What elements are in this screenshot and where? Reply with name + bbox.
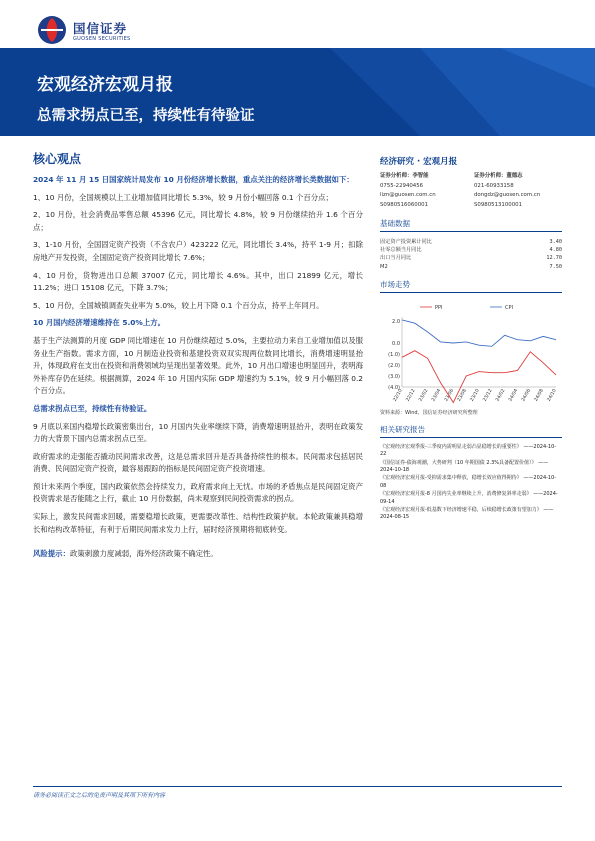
demand-paragraph-2: 政府需求的走强能否撬动民间需求改善，这是总需求回升是否具备持续性的根本。民间需求包括居民消费、民间固定资产投资，最容易跟踪的指标是民间固定资产投资增速。 — [33, 451, 363, 474]
x-tick-label: 23/12 — [482, 388, 494, 403]
basic-data-row: 固定资产投资累计同比 3.40 — [380, 239, 562, 245]
related-research-title: 相关研究报告 — [380, 424, 562, 438]
sidebar-column — [380, 155, 562, 523]
demand-paragraph-1: 9 月底以来国内稳增长政策密集出台，10 月国内失业率继续下降，消费增速明显抬升，表明在政策发力的大背景下国内总需求拐点已至。 — [33, 421, 363, 444]
analyst-block — [380, 172, 562, 210]
y-tick-label: (2.0) — [388, 362, 400, 369]
risk-label: 风险提示： — [33, 549, 70, 559]
brand-name-cn: 国信证券 — [73, 21, 128, 36]
chart-source: 资料来源：Wind、国信证券经济研究所整理 — [380, 409, 478, 416]
chart-svg — [380, 299, 562, 407]
x-tick-label: 23/04 — [431, 388, 443, 403]
data-point-2: 2、10 月份，社会消费品零售总额 45396 亿元，同比增长 4.8%，较 9 月份继续抬升 1.6 个百分点； — [33, 210, 363, 232]
market-trend-title: 市场走势 — [380, 279, 562, 293]
analyst-label: 证券分析师： — [380, 173, 413, 179]
x-tick-label: 24/06 — [521, 388, 533, 403]
brand-logo-icon — [37, 15, 67, 45]
x-tick-label: 23/10 — [469, 388, 481, 403]
analyst-name: 李智能 — [412, 173, 429, 179]
analyst-email[interactable]: lizn@guosen.com.cn — [380, 192, 436, 198]
x-tick-label: 24/08 — [533, 388, 545, 403]
basic-data-table — [380, 238, 562, 271]
gdp-paragraph: 基于生产法测算的月度 GDP 同比增速在 10 月份继续超过 5.0%，主要拉动力来自工业增加值以及服务业生产指数。需求方面，10 月制造业投资和基建投资双双实现两位数同比增长，消费增速明显抬升，体现政府在支出在投资和消费领域均呈现出显著效果。此外，10 月出口增速也明显回升，表明海外补库存仍在延续。根据测算，2024 年 10 月国内实际 GDP 增速约为 5.1%，较 9 月小幅回落 0.2 个百分点。 — [33, 335, 363, 396]
risk-warning — [33, 548, 363, 561]
related-report-link[interactable]: 《国信证券-债海观潮，大势研判（10 年期国债 2.3%具备配置价值）》 ——2024-10-18 — [380, 459, 549, 474]
analyst-cert: S0980513100001 — [474, 201, 523, 208]
basic-data-row: 社零总额当月同比 4.80 — [380, 247, 562, 254]
basic-data-row: M2 7.50 — [380, 263, 562, 270]
related-report-link[interactable]: 《宏观经济宏观月报-8 月国内失业率继续上升，消费修复斜率走弱》 ——2024-09-14 — [380, 491, 558, 505]
data-point-5: 5、10 月份，全国城镇调查失业率为 5.0%，较上月下降 0.1 个百分点，持平上年同月。 — [33, 300, 324, 310]
related-report-link[interactable]: 《宏观经济宏观月报-低基数下经济增速平稳，后续稳增长政策有望加力》 ——2024-08-15 — [380, 507, 554, 521]
demand-paragraph-3: 预计未来两个季度，国内政策依然会持续发力，政府需求向上无忧。市场的矛盾焦点是民间固定资产投资需求是否能随之上行，截止 10 月份数据，尚未观察到民间投资需求的拐点。 — [33, 481, 363, 504]
gdp-heading: 10 月国内经济增速维持在 5.0%上方。 — [33, 318, 166, 328]
risk-text: 政策刺激力度减弱，海外经济政策不确定性。 — [69, 549, 218, 559]
ppi-cpi-chart — [380, 299, 562, 407]
x-tick-label: 23/08 — [456, 388, 468, 403]
data-point-4: 4、10 月份，货物进出口总额 37007 亿元，同比增长 4.6%。其中，出口 21899 亿元，增长 11.2%；进口 15108 亿元，下降 3.7%； — [33, 270, 363, 293]
brand-logo — [37, 15, 177, 45]
x-tick-label: 24/04 — [508, 388, 520, 403]
y-tick-label: (1.0) — [388, 351, 400, 358]
demand-paragraph-4: 实际上，激发民间需求回暖，需要稳增长政策，更需要改革性、结构性政策护航。本轮政策兼具稳增长和结构改革特征，有利于后期民间需求发力上行，届时经济预期将彻底转变。 — [33, 512, 363, 534]
basic-data-title: 基础数据 — [380, 218, 562, 232]
demand-heading: 总需求拐点已至，持续性有待验证。 — [33, 403, 152, 413]
legend-label: CPI — [505, 304, 513, 311]
legend-label: PPI — [435, 304, 443, 311]
y-tick-label: (3.0) — [388, 373, 400, 380]
footer-disclaimer: 请务必阅读正文之后的免责声明及其项下所有内容 — [33, 792, 166, 799]
report-type: 经济研究 · 宏观月报 — [380, 157, 458, 167]
analyst-label: 证券分析师： — [474, 173, 507, 179]
intro-paragraph: 2024 年 11 月 15 日国家统计局发布 10 月份经济增长数据，重点关注的经济增长类数据如下： — [33, 175, 354, 184]
analyst-name: 董德志 — [506, 173, 523, 179]
x-tick-label: 23/02 — [418, 388, 430, 403]
footer-divider — [33, 786, 562, 787]
x-tick-label: 24/02 — [495, 388, 507, 403]
brand-name-en: GUOSEN SECURITIES — [73, 36, 131, 42]
analyst-1 — [380, 172, 468, 210]
related-report-link[interactable]: 《宏观经济宏观月报-受抑需求集中释放，稳增长效应值得期待》 ——2024-10-08 — [380, 475, 557, 489]
core-views-column — [33, 150, 363, 566]
x-tick-label: 22/12 — [405, 388, 417, 403]
series-line-cpi — [402, 320, 556, 346]
related-report-link[interactable]: 《宏观经济宏观季报-三季度内需明显走弱凸显稳增长的重要性》 ——2024-10-22 — [380, 443, 557, 458]
data-point-1: 1、10 月份，全国规模以上工业增加值同比增长 5.3%，较 9 月份小幅回落 0.1 个百分点； — [33, 192, 333, 202]
title-banner — [0, 48, 595, 136]
x-tick-label: 23/06 — [444, 388, 456, 403]
report-series-title: 宏观经济宏观月报 — [37, 75, 173, 95]
analyst-2 — [474, 172, 562, 210]
analyst-email[interactable]: dongdz@guosen.com.cn — [474, 192, 541, 198]
x-tick-label: 22/10 — [392, 388, 404, 403]
report-headline: 总需求拐点已至，持续性有待验证 — [37, 108, 255, 124]
basic-data-row: 出口当月同比 12.70 — [380, 255, 562, 262]
analyst-phone: 021-60933158 — [474, 182, 514, 189]
y-tick-label: (4.0) — [388, 384, 400, 391]
y-tick-label: 2.0 — [392, 318, 400, 325]
analyst-phone: 0755-22940456 — [380, 182, 424, 189]
y-tick-label: 0.0 — [392, 340, 400, 347]
x-tick-label: 24/10 — [546, 388, 558, 403]
related-research-list — [380, 444, 562, 522]
section-title: 核心观点 — [33, 152, 82, 166]
analyst-cert: S0980516060001 — [380, 201, 429, 208]
data-point-3: 3、1-10 月份，全国固定资产投资（不含农户）423222 亿元，同比增长 3.4%，持平 1-9 月；扣除房地产开发投资，全国固定资产投资同比增长 7.6%； — [33, 240, 363, 262]
